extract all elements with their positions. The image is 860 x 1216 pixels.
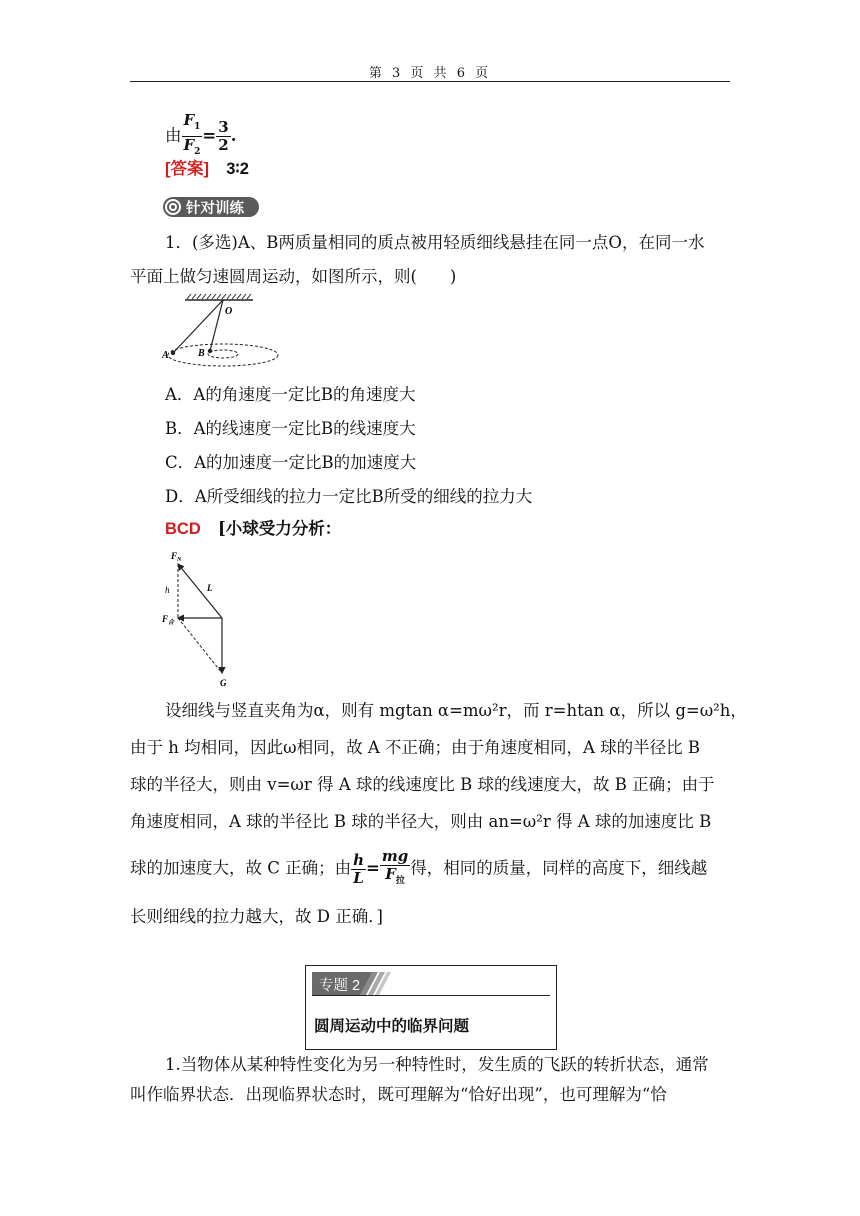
label-fn: $F_N$ <box>171 551 182 563</box>
question-line-2: 平面上做匀速圆周运动，如图所示，则( ) <box>130 267 457 286</box>
ratio-fraction-right: $\frac{3}{2}$ <box>218 118 229 154</box>
solution-line-4: 角速度相同，A 球的半径比 B 球的半径大，则由 an=ω²r 得 A 球的加速度比 B <box>130 812 712 831</box>
label-h: h <box>165 585 170 595</box>
solution-line-2: 由于 h 均相同，因此ω相同，故 A 不正确；由于角速度相同，A 球的半径比 B <box>130 738 701 757</box>
option-c: C．A的加速度一定比B的加速度大 <box>165 453 417 472</box>
label-a: A <box>162 350 169 361</box>
solution-line-1: 设细线与竖直夹角为α，则有 mgtan α=mω²r，而 r=htan α，所以 g=ω²h， <box>165 701 747 720</box>
topic-tag-label: 专题 2 <box>319 978 361 994</box>
ratio-equals: = <box>202 126 217 145</box>
force-diagram <box>150 545 250 690</box>
solution-answer: BCD <box>165 520 201 538</box>
option-a: A．A的角速度一定比B的角速度大 <box>165 385 416 404</box>
solution-intro: [小球受力分析： <box>218 519 342 538</box>
solution-line-5-after: 得，相同的质量，同样的高度下，细线越 <box>410 858 708 878</box>
page-header: 第 3 页 共 6 页 <box>368 66 492 81</box>
topic-head <box>312 972 550 996</box>
label-fhe: $F_合$ <box>162 614 175 626</box>
ratio-tail: . <box>230 126 237 145</box>
topic-box <box>305 965 557 1050</box>
label-g: G <box>220 678 227 688</box>
practice-badge <box>162 196 260 218</box>
ratio-prefix: 由 <box>165 126 182 145</box>
ratio-fraction-left: $\frac{F_1}{F_2}$ <box>183 111 201 157</box>
label-o: O <box>225 306 233 317</box>
question-line-1: 1．(多选)A、B两质量相同的质点被用轻质细线悬挂在同一点O，在同一水 <box>165 233 705 252</box>
practice-badge-label: 针对训练 <box>186 201 244 217</box>
solution-line-6: 长则细线的拉力越大，故 D 正确．] <box>130 907 383 926</box>
solution-line-3: 球的半径大，则由 v=ωr 得 A 球的线速度比 B 球的线速度大，故 B 正确；由于 <box>130 775 715 794</box>
ratio-line <box>165 112 236 161</box>
solution-line-5 <box>130 848 707 890</box>
intro-line-1: 1.当物体从某种特性变化为另一种特性时，发生质的飞跃的转折状态，通常 <box>165 1055 709 1074</box>
answer-tag: [答案] <box>165 160 209 178</box>
label-b: B <box>198 348 205 359</box>
answer-value: 3∶2 <box>226 160 249 178</box>
answer-line <box>165 158 249 180</box>
solution-fraction-right: $\frac{mg}{F_拉}$ <box>381 847 409 886</box>
option-b: B．A的线速度一定比B的线速度大 <box>165 419 416 438</box>
solution-equals: = <box>366 858 380 878</box>
intro-line-2: 叫作临界状态．出现临界状态时，既可理解为“恰好出现”，也可理解为“恰 <box>130 1085 667 1104</box>
solution-header <box>165 518 341 540</box>
label-l: L <box>207 583 213 593</box>
pendulum-figure <box>160 290 290 370</box>
solution-line-5-before: 球的加速度大，故 C 正确；由 <box>130 858 352 878</box>
header-rule <box>130 81 730 82</box>
topic-title: 圆周运动中的临界问题 <box>314 1018 470 1035</box>
solution-fraction-left: $\frac{h}{L}$ <box>353 850 365 887</box>
option-d: D．A所受细线的拉力一定比B所受的细线的拉力大 <box>165 487 533 506</box>
